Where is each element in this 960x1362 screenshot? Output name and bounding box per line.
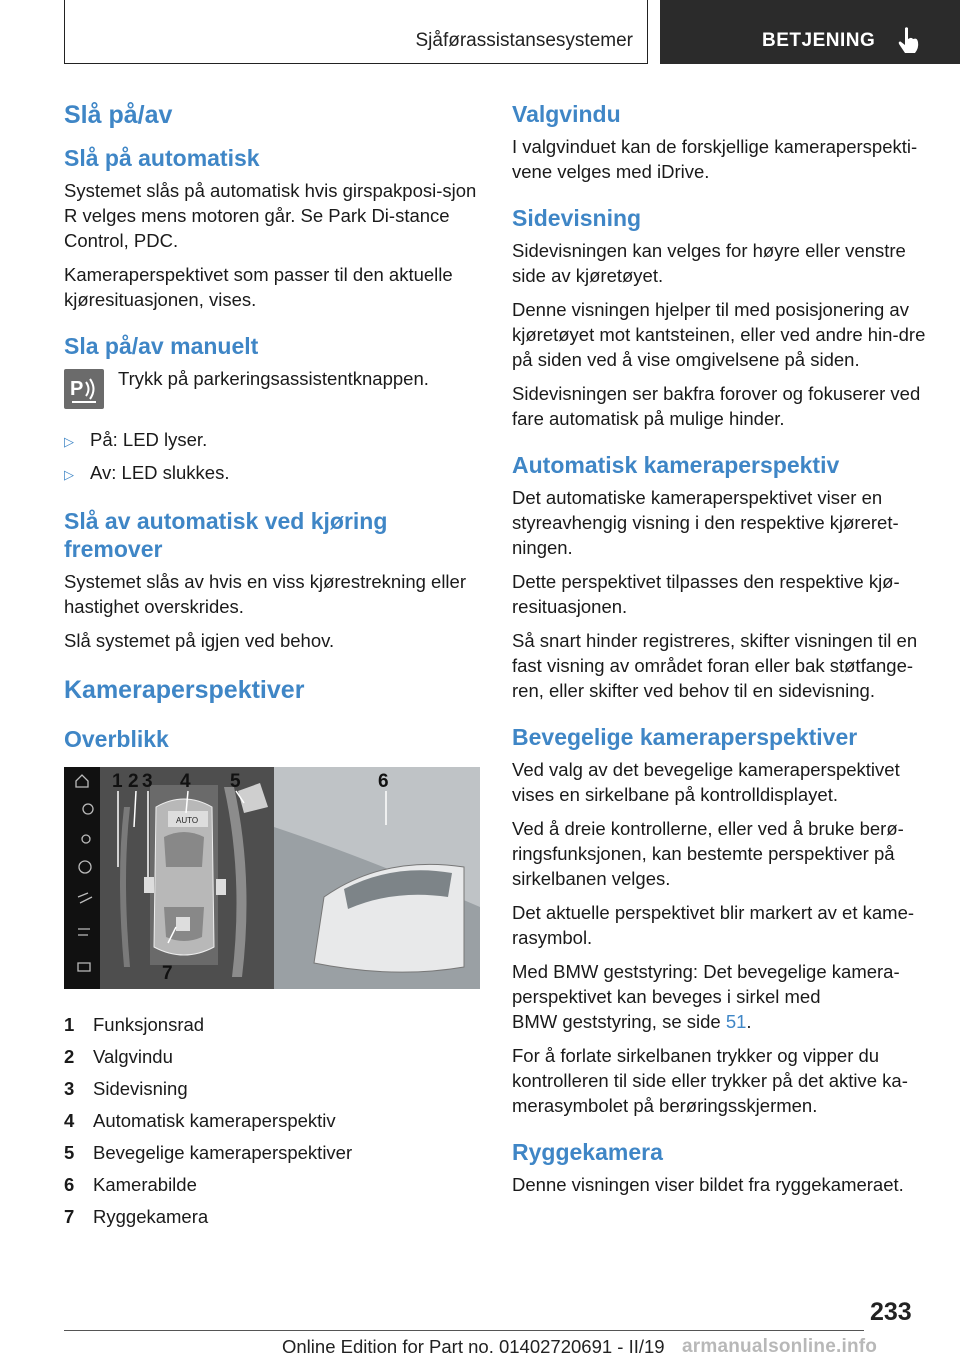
- para-bev-4: Med BMW geststyring: Det bevegelige kamera-perspektivet kan beveges i sirkel med BMW geststyring, se side 51.: [512, 961, 900, 1032]
- camera-screen-illustration: [64, 767, 480, 989]
- watermark: armanualsonline.info: [682, 1336, 878, 1357]
- svg-text:P: P: [70, 378, 84, 400]
- left-column: [64, 100, 480, 1233]
- heading-overblikk: Overblikk: [64, 726, 169, 752]
- para-ak-3: Så snart hinder registreres, skifter visningen til en fast visning av området foran eller bak støtfange-ren, eller skifter ved behov til en sidevisning.: [512, 630, 918, 701]
- para-auto-1: Systemet slås på automatisk hvis girspakposi-sjon R velges mens motoren går. Se Park Di-stance Control, PDC.: [64, 180, 477, 251]
- para-manual: Trykk på parkeringsassistentknappen.: [118, 368, 429, 389]
- header-chapter-tab[interactable]: [660, 0, 960, 64]
- heading-slaa-paa-automatisk: Slå på automatisk: [64, 145, 260, 171]
- header-tab-label: BETJENING: [762, 30, 876, 51]
- para-bev-5: For å forlate sirkelbanen trykker og vipper du kontrolleren til side eller trykker på det aktive ka-merasymbolet på berøringsskjermen.: [512, 1045, 908, 1116]
- callout-3: 3: [142, 771, 153, 792]
- heading-slaa-paa-av: Slå på/av: [64, 101, 173, 129]
- bullet-off: [64, 460, 480, 487]
- pdc-instruction: [64, 366, 480, 409]
- header-section-title: Sjåførassistansesystemer: [415, 30, 633, 51]
- para-side-3: Sidevisningen ser bakfra forover og fokuserer ved fare automatisk på mulige hinder.: [512, 383, 921, 429]
- heading-valgvindu: Valgvindu: [512, 101, 621, 127]
- footer-divider: [64, 1330, 864, 1331]
- heading-ryggekamera: Ryggekamera: [512, 1139, 663, 1165]
- callout-1: 1: [112, 771, 123, 792]
- para-off-1: Systemet slås av hvis en viss kjørestrekning eller hastighet overskrides.: [64, 571, 466, 617]
- para-bev-1: Ved valg av det bevegelige kameraperspektivet vises en sirkelbane på kontrolldisplayet.: [512, 759, 900, 805]
- callout-4: 4: [180, 771, 191, 792]
- triangle-bullet-icon: ▷: [64, 434, 74, 449]
- footer-edition: Online Edition for Part no. 01402720691 - II/19: [282, 1336, 665, 1357]
- para-valg: I valgvinduet kan de forskjellige kameraperspekti-vene velges med iDrive.: [512, 136, 918, 182]
- bullet-on-text: På: LED lyser.: [90, 429, 208, 450]
- para-side-2: Denne visningen hjelper til med posisjonering av kjøretøyet mot kantsteinen, eller ved andre hin-dre på siden ved å vise omgivelsene på siden.: [512, 299, 926, 370]
- legend-row: 4 Automatisk kameraperspektiv: [64, 1110, 336, 1131]
- legend-row: 1 Funksjonsrad: [64, 1014, 205, 1035]
- legend-row: 5 Bevegelige kameraperspektiver: [64, 1142, 353, 1163]
- right-column: [512, 100, 928, 1206]
- callout-7: 7: [162, 963, 173, 984]
- heading-manuelt: Sla på/av manuelt: [64, 333, 259, 359]
- legend-row: 3 Sidevisning: [64, 1078, 188, 1099]
- figure-legend: [64, 1009, 480, 1233]
- heading-auto-off: Slå av automatisk ved kjøring fremover: [64, 508, 388, 562]
- auto-label: AUTO: [176, 816, 199, 825]
- legend-row: 6 Kamerabilde: [64, 1174, 197, 1195]
- callout-6: 6: [378, 771, 389, 792]
- para-rygg: Denne visningen viser bildet fra ryggekameraet.: [512, 1174, 904, 1195]
- page-number: 233: [870, 1298, 912, 1326]
- para-auto-2: Kameraperspektivet som passer til den aktuelle kjøresituasjonen, vises.: [64, 264, 453, 310]
- heading-automatisk-kameraperspektiv: Automatisk kameraperspektiv: [512, 452, 840, 478]
- heading-sidevisning: Sidevisning: [512, 205, 642, 231]
- heading-kameraperspektiver: Kameraperspektiver: [64, 676, 305, 704]
- callout-2: 2: [128, 771, 139, 792]
- bullet-on: [64, 427, 480, 454]
- legend-row: 2 Valgvindu: [64, 1046, 173, 1067]
- parking-assist-button-icon: [64, 369, 104, 409]
- para-off-2: Slå systemet på igjen ved behov.: [64, 630, 335, 651]
- triangle-bullet-icon: ▷: [64, 467, 74, 482]
- legend-row: 7 Ryggekamera: [64, 1206, 209, 1227]
- para-ak-2: Dette perspektivet tilpasses den respektive kjø-resituasjonen.: [512, 571, 900, 617]
- heading-bevegelige-kameraperspektiver: Bevegelige kameraperspektiver: [512, 724, 858, 750]
- camera-overview-figure: [64, 767, 480, 989]
- page-link-51[interactable]: 51: [725, 1011, 747, 1032]
- para-side-1: Sidevisningen kan velges for høyre eller venstre side av kjøretøyet.: [512, 240, 906, 286]
- hand-pointer-icon: [896, 26, 920, 54]
- para-ak-1: Det automatiske kameraperspektivet viser en styreavhengig visning i den respektive kjøreret-ningen.: [512, 487, 899, 558]
- bullet-off-text: Av: LED slukkes.: [90, 462, 230, 483]
- callout-5: 5: [230, 771, 241, 792]
- para-bev-2: Ved å dreie kontrollerne, eller ved å bruke berø-ringsfunksjonen, kan bestemte perspektiver på sirkelbanen velges.: [512, 818, 904, 889]
- para-bev-3: Det aktuelle perspektivet blir markert av et kame-rasymbol.: [512, 902, 915, 948]
- header-section-box: [64, 0, 648, 64]
